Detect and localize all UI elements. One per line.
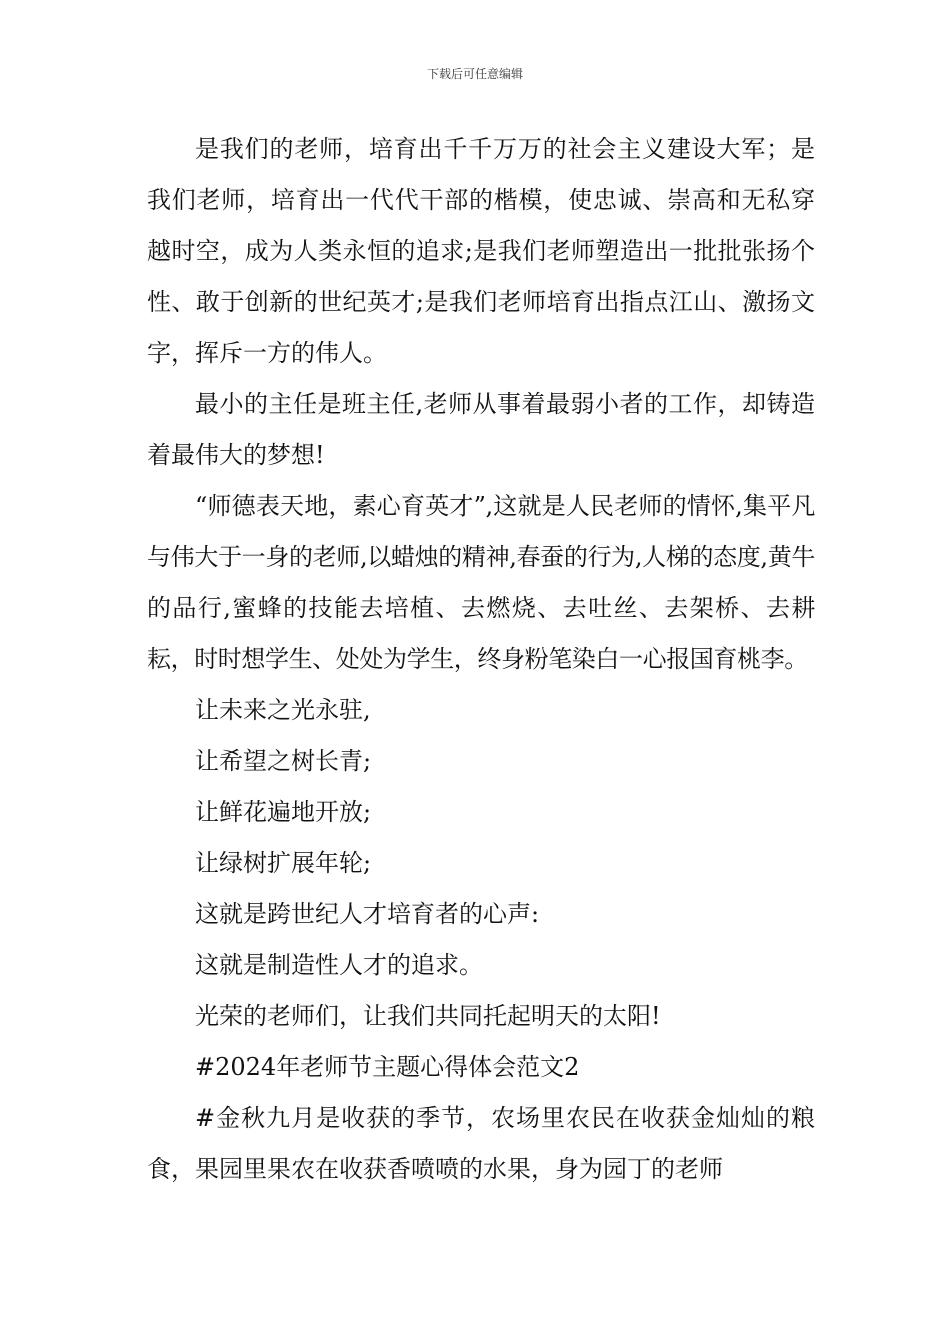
paragraph: 让希望之树长青; xyxy=(195,747,372,775)
paragraph: #金秋九月是收获的季节，农场里农民在收获金灿灿的粮食，果园里果农在收获香喷喷的水果，身为园丁的老师 xyxy=(147,1104,815,1183)
paragraph: 让未来之光永驻, xyxy=(195,696,371,724)
paragraph: “师德表天地，素心育英才”,这就是人民老师的情怀,集平凡与伟大于一身的老师,以蜡烛的精神,春蚕的行为,人梯的态度,黄牛的品行,蜜蜂的技能去培植、去燃烧、去吐丝、去架桥、去耕耘，时时想学生、处处为学生，终身粉笔染白一心报国育桃李。 xyxy=(147,492,815,673)
document-body xyxy=(147,124,815,1195)
section-heading: #2024年老师节主题心得体会范文2 xyxy=(195,1053,580,1081)
paragraph: 最小的主任是班主任,老师从事着最弱小者的工作，却铸造着最伟大的梦想! xyxy=(147,390,815,469)
paragraph: 这就是制造性人才的追求。 xyxy=(195,951,483,979)
paragraph: 光荣的老师们，让我们共同托起明天的太阳! xyxy=(195,1002,661,1030)
paragraph: 让绿树扩展年轮; xyxy=(195,849,372,877)
page-header: 下载后可任意编辑 xyxy=(426,67,523,81)
paragraph: 让鲜花遍地开放; xyxy=(195,798,372,826)
paragraph: 这就是跨世纪人才培育者的心声: xyxy=(195,900,540,928)
paragraph: 是我们的老师，培育出千千万万的社会主义建设大军；是我们老师，培育出一代代干部的楷模，使忠诚、崇高和无私穿越时空，成为人类永恒的追求;是我们老师塑造出一批批张扬个性、敢于创新的世纪英才;是我们老师培育出指点江山、激扬文字，挥斥一方的伟人。 xyxy=(147,135,815,367)
